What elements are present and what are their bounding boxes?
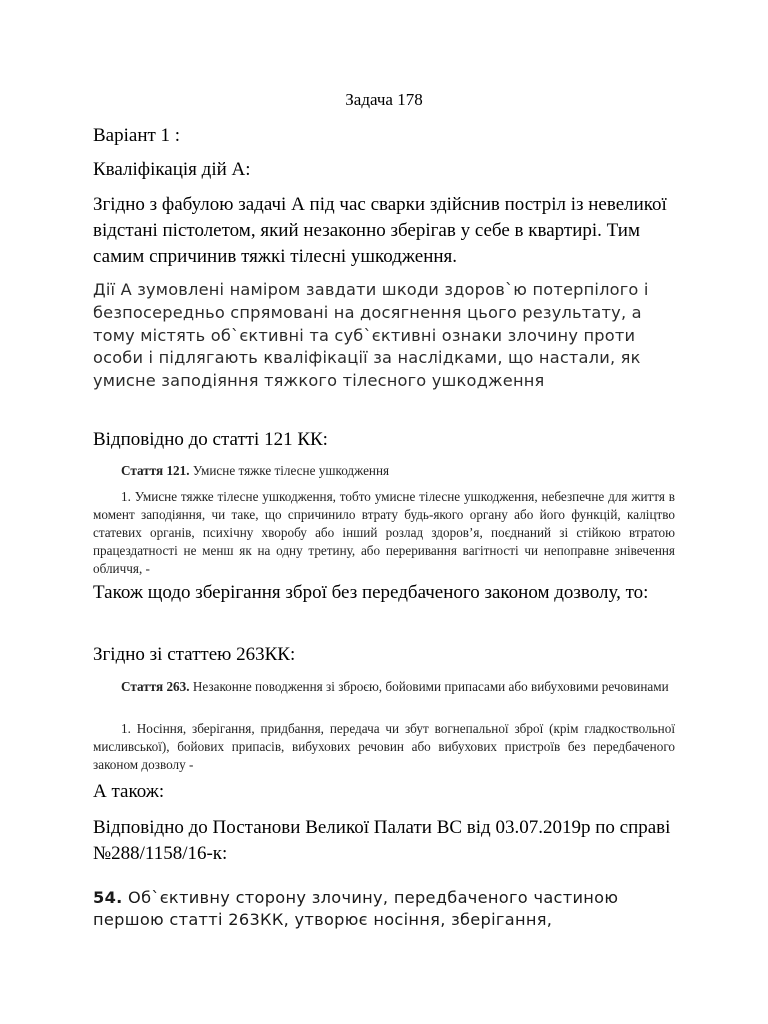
article263-intro: Згідно зі статтею 263КК: [93, 644, 296, 665]
article263-name: Незаконне поводження зі зброєю, бойовими припасами або вибуховими речовинами [189, 679, 669, 694]
weapons-paragraph: Також щодо зберігання зброї без передбаченого законом дозволу, то: [93, 582, 649, 603]
article121-heading [93, 462, 675, 479]
article121-text: 1. Умисне тяжке тілесне ушкодження, тобто умисне тілесне ушкодження, небезпечне для життя в момент заподіяння, чи таке, що спричинило втрату будь-якого органу або його функцій, каліцтво статевих органів, психічну хворобу або інший розлад здоров’я, поєднаний зі стійкою втратою працездатності не менш як на одну третину, або переривання вагітності чи непоправне знівечення обличчя, - [93, 489, 675, 576]
point54-number: 54. [93, 888, 123, 907]
variant-heading: Варіант 1 : [93, 125, 181, 146]
analysis-paragraph: Дії А зумовлені наміром завдати шкоди здоров`ю потерпілого і безпосередньо спрямовані на досягнення цього результату, а тому містять об`єктивні та суб`єктивні ознаки злочину проти особи і підлягають кваліфікації за наслідками, що настали, як умисне заподіяння тяжкого тілесного ушкодження [93, 280, 649, 391]
article263-heading [93, 678, 675, 695]
article263-text: 1. Носіння, зберігання, придбання, передача чи збут вогнепальної зброї (крім гладкоствольної мисливської), бойових припасів, вибухових речовин або вибухових пристроїв без передбаченого законом дозволу - [93, 721, 675, 772]
resolution-paragraph: Відповідно до Постанови Великої Палати ВС від 03.07.2019р по справі №288/1158/16-к: [93, 817, 671, 864]
article121-intro: Відповідно до статті 121 КК: [93, 429, 328, 450]
also-heading: А також: [93, 781, 165, 802]
point54-text: Об`єктивну сторону злочину, передбаченого частиною першою статті 263КК, утворює носіння, зберігання, [93, 888, 619, 929]
article121-label: Стаття 121. [121, 463, 190, 478]
document-title: Задача 178 [345, 90, 423, 109]
qualification-heading: Кваліфікація дій А: [93, 159, 251, 180]
facts-paragraph: Згідно з фабулою задачі А під час сварки здійснив постріл із невеликої відстані пістолетом, який незаконно зберігав у себе в квартирі. Тим самим спричинив тяжкі тілесні ушкодження. [93, 194, 667, 267]
article121-name: Умисне тяжке тілесне ушкодження [189, 463, 390, 478]
point54-paragraph [93, 887, 675, 931]
article263-label: Стаття 263. [121, 679, 190, 694]
